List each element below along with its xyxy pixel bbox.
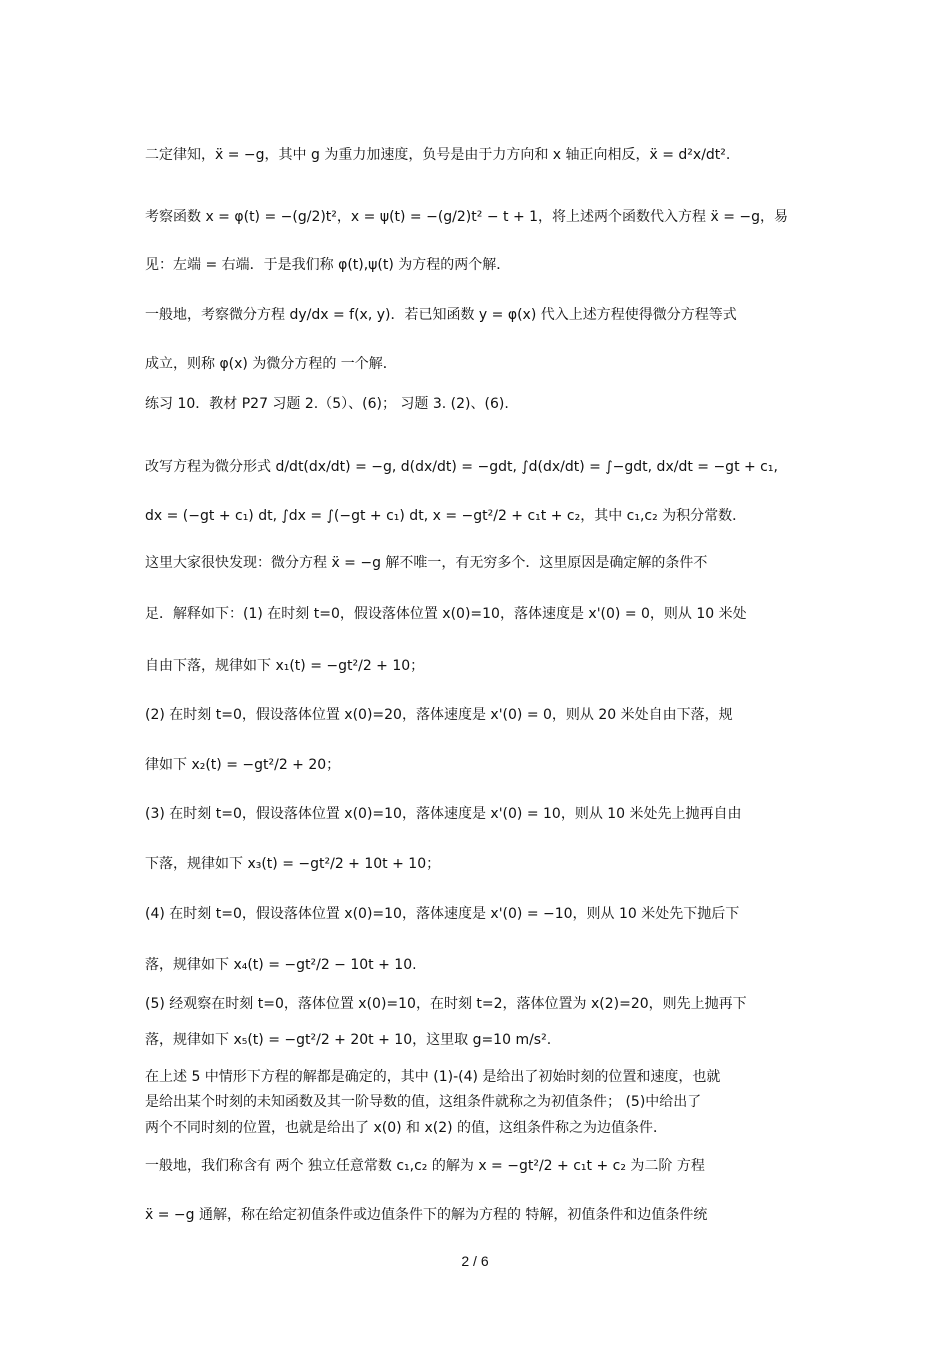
text-line: (3) 在时刻 t=0，假设落体位置 x(0)=10，落体速度是 x'(0) = 10，则从 10 米处先上抛再自由 — [145, 806, 742, 822]
text-line: ẍ = −g 通解，称在给定初值条件或边值条件下的解为方程的 特解，初值条件和边值条件统 — [145, 1207, 708, 1223]
text-line: 落，规律如下 x₅(t) = −gt²/2 + 20t + 10，这里取 g=10 m/s². — [145, 1032, 552, 1048]
text-line: 一般地，我们称含有 两个 独立任意常数 c₁,c₂ 的解为 x = −gt²/2 + c₁t + c₂ 为二阶 方程 — [145, 1158, 705, 1174]
text-line: 在上述 5 中情形下方程的解都是确定的，其中 (1)-(4) 是给出了初始时刻的位置和速度，也就 — [145, 1069, 721, 1085]
text-line: 两个不同时刻的位置，也就是给出了 x(0) 和 x(2) 的值，这组条件称之为边值条件． — [145, 1120, 668, 1136]
text-line: 这里大家很快发现：微分方程 ẍ = −g 解不唯一，有无穷多个．这里原因是确定解的条件不 — [145, 555, 708, 571]
text-line: 落，规律如下 x₄(t) = −gt²/2 − 10t + 10. — [145, 957, 417, 973]
page-number: 2 / 6 — [461, 1253, 489, 1269]
text-line: 考察函数 x = φ(t) = −(g/2)t²，x = ψ(t) = −(g/2)t² − t + 1，将上述两个函数代入方程 ẍ = −g，易 — [145, 209, 789, 225]
text-line: 练习 10．教材 P27 习题 2.（5）、(6)； 习题 3. (2)、(6). — [145, 396, 509, 412]
text-line: 二定律知，ẍ = −g，其中 g 为重力加速度，负号是由于力方向和 x 轴正向相反，ẍ = d²x/dt². — [145, 147, 731, 163]
text-line: 见：左端 = 右端．于是我们称 φ(t),ψ(t) 为方程的两个解． — [145, 257, 511, 273]
text-line: 改写方程为微分形式 d/dt(dx/dt) = −g, d(dx/dt) = −gdt, ∫d(dx/dt) = ∫−gdt, dx/dt = −gt + c₁, — [145, 459, 778, 475]
text-line: (4) 在时刻 t=0，假设落体位置 x(0)=10，落体速度是 x'(0) = −10，则从 10 米处先下抛后下 — [145, 906, 740, 922]
text-line: 足．解释如下：(1) 在时刻 t=0，假设落体位置 x(0)=10，落体速度是 x'(0) = 0，则从 10 米处 — [145, 606, 747, 622]
text-line: (5) 经观察在时刻 t=0，落体位置 x(0)=10，在时刻 t=2，落体位置为 x(2)=20，则先上抛再下 — [145, 996, 747, 1012]
text-line: 律如下 x₂(t) = −gt²/2 + 20； — [145, 757, 341, 773]
text-line: 一般地，考察微分方程 dy/dx = f(x, y)．若已知函数 y = φ(x) 代入上述方程使得微分方程等式 — [145, 307, 737, 323]
text-line: 成立，则称 φ(x) 为微分方程的 一个解． — [145, 356, 397, 372]
text-line: 自由下落，规律如下 x₁(t) = −gt²/2 + 10； — [145, 658, 425, 674]
text-line: dx = (−gt + c₁) dt, ∫dx = ∫(−gt + c₁) dt, x = −gt²/2 + c₁t + c₂，其中 c₁,c₂ 为积分常数． — [145, 508, 747, 524]
text-line: (2) 在时刻 t=0，假设落体位置 x(0)=20，落体速度是 x'(0) = 0，则从 20 米处自由下落，规 — [145, 707, 733, 723]
text-line: 下落，规律如下 x₃(t) = −gt²/2 + 10t + 10； — [145, 856, 441, 872]
text-line: 是给出某个时刻的未知函数及其一阶导数的值，这组条件就称之为初值条件； (5)中给出了 — [145, 1094, 702, 1110]
